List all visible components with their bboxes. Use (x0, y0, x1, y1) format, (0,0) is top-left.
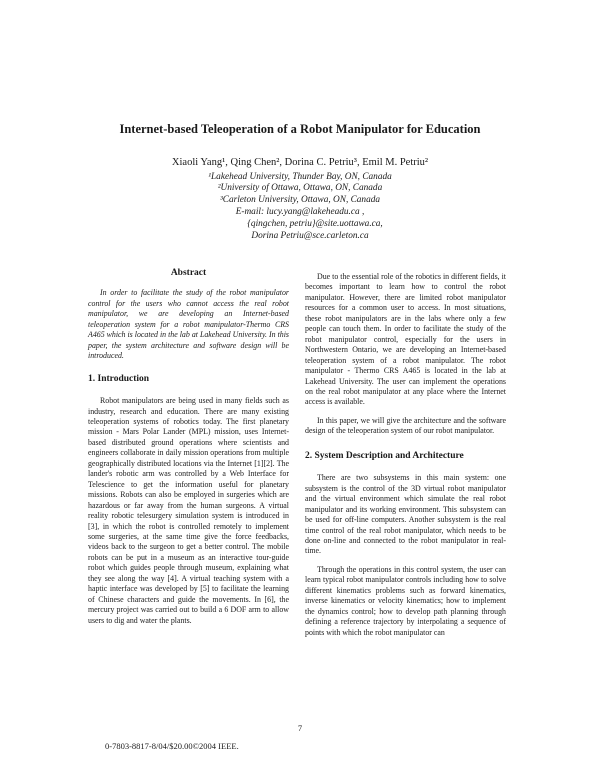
operations-paragraph: Through the operations in this control system, the user can learn typical robot manipulator controls including how to solve different kinematics problems such as forward kinematics, inverse kinematics or velocity kinematics; how to implement the dynamics control; how to develop path planning through defining a reference trajectory by interpolating a sequence of points with which the robot manipulator can (305, 564, 506, 637)
author-list: Xiaoli Yang¹, Qing Chen², Dorina C. Petriu³, Emil M. Petriu² (171, 157, 429, 168)
right-column (305, 272, 506, 638)
section-2-heading: 2. System Description and Architecture (305, 450, 464, 461)
affiliation-2: ²University of Ottawa, Ottawa, ON, Canada (217, 183, 383, 193)
motivation-paragraph: Due to the essential role of the robotics in different fields, it becomes important to learn how to control the robot manipulator. However, there are limited robot manipulator resources for a common user to access. In most situations, these robot manipulators are in the labs where only a few people can touch them. In order to facilitate the study of the robot manipulator control, especially for the users in Northwestern Ontario, we are developing an Internet-based teleoperation system of a robot manipulator. The robot manipulator - Thermo CRS A465 is located in the lab at Lakehead University. The user can implement the operations on the real robot manipulator at any place where the Internet access is available. (305, 272, 506, 407)
copyright-footer: 0-7803-8817-8/04/$20.00©2004 IEEE. (105, 741, 239, 751)
intro-text: Robot manipulators are being used in many fields such as industry, research and education. There are many existing teleoperation systems of robotics today. The first planetary mission - Mars Polar Lander (MPL) mission, uses Internet-based distributed ground operations where scientists and engineers collaborate in daily mission operations from multiple geographically distributed locations via the Internet [1][2]. The lander's robotic arm was controlled by a Web Interface for Telescience to get the information useful for planetary missions. Robots can also be employed in surgeries which are hazardous or far away from the human surgeons. A virtual reality robotic telesurgery simulation system is introduced in [3], in which the robot is controlled remotely to implement some surgeries, at the same time give the force feedbacks, videos back to the surgeon to get a better control. The mobile robots can be put in a museum as an interactive tour-guide robot which guides people through museum, explaining what they see along the way [4]. A virtual teaching system with a haptic interface was developed by [5] to facilitate the learning of Chinese characters and guide the movements. In [6], the mercury project was carried out to build a 6 DOF arm to allow users to dig and water the plants. (88, 396, 289, 625)
left-column (88, 268, 289, 626)
email-line-3: Dorina Petriu@sce.carleton.ca (251, 231, 369, 241)
email-line-1: E-mail: lucy.yang@lakeheadu.ca , (235, 207, 365, 217)
abstract-text: In order to facilitate the study of the robot manipulator control for the users who cannot access the real robot manipulator, we are developing an Internet-based teleoperation system for a robot manipulator-Thermo CRS A465 which is located in the lab at Lakehead University. In this paper, the system architecture and software design will be introduced. (88, 288, 289, 361)
intro-heading: 1. Introduction (88, 373, 150, 384)
subsystems-paragraph: There are two subsystems in this main system: one subsystem is the control of the 3D virtual robot manipulator and the virtual environment which simulate the real robot manipulator and its working environment. This subsystem can be used for off-line computers. Another subsystem is the real time control of the real robot manipulator, which needs to be done on-line and connected to the robot manipulator in real-time. (305, 473, 506, 556)
page-number: 7 (297, 723, 303, 733)
paper-outline-paragraph: In this paper, we will give the architecture and the software design of the teleoperation system of our robot manipulator. (305, 415, 506, 436)
email-line-2: {qingchen, petriu}@site.uottawa.ca, (247, 219, 383, 229)
affiliation-3: ³Carleton University, Ottawa, ON, Canada (219, 195, 381, 205)
paper-title: Internet-based Teleoperation of a Robot Manipulator for Education (119, 122, 481, 136)
abstract-heading: Abstract (170, 268, 207, 278)
affiliation-1: ¹Lakehead University, Thunder Bay, ON, Canada (208, 172, 392, 182)
